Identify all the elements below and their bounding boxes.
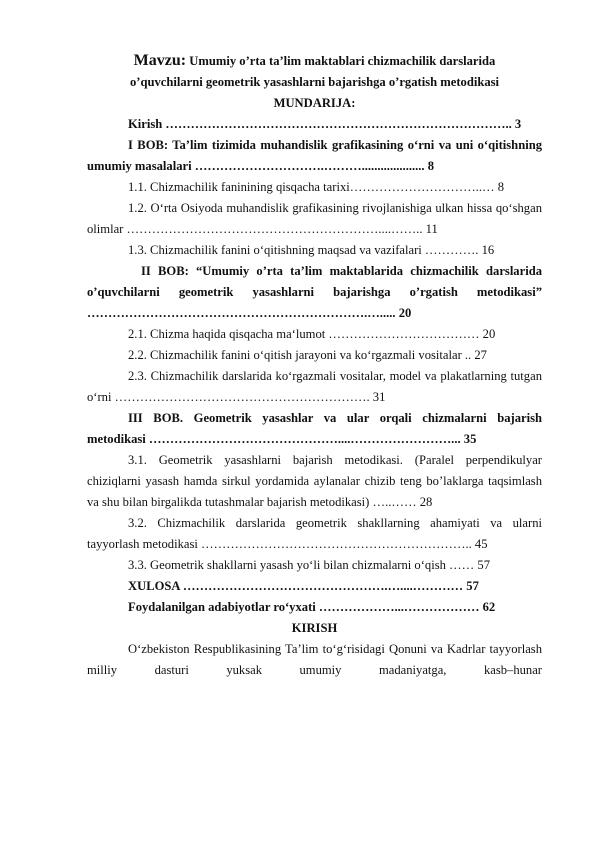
toc-entry-bob-1: I BOB: Ta’lim tizimida muhandislik grafikasining o‘rni va uni o‘qitishning umumiy masalalari ………………………….……….................... 8 [87, 138, 542, 173]
toc-heading: MUNDARIJA: [273, 96, 356, 110]
topic-line-2: o’quvchilarni geometrik yasashlarni bajarishga o’rgatish metodikasi [129, 75, 500, 89]
intro-heading: KIRISH [291, 621, 338, 635]
toc-entry-1-1: 1.1. Chizmachilik faninining qisqacha tarixi…………………………..… 8 [128, 180, 505, 194]
document-page [87, 50, 542, 681]
intro-paragraph: O‘zbekiston Respublikasining Ta’lim to‘g‘risidagi Qonuni va Kadrlar tayyorlash milliy dasturi yuksak umumiy madaniyatga, kasb–hunar [87, 642, 542, 677]
toc-entry-xulosa: XULOSA ………………………………………….…....………… 57 [128, 579, 479, 593]
toc-entry-1-2: 1.2. O‘rta Osiyoda muhandislik grafikasining rivojlanishiga ulkan hissa qo‘shgan olimlar ……………………………………………………....…….. 11 [87, 201, 542, 236]
toc-entry-bob-2: II BOB: “Umumiy o’rta ta’lim maktablarida chizmachilik darslarida o’quvchilarni geometrik yasashlarni bajarishga o’rgatish metodikasi” ………………………………………………………….…..... 20 [87, 264, 542, 320]
mavzu-label: Mavzu: [133, 52, 187, 69]
toc-entry-3-1: 3.1. Geometrik yasashlarni bajarish metodikasi. (Paralel perpendikulyar chiziqlarni yasash hamda sirkul yordamida aylanalar chizib teng bo’laklarga taqsimlash va shu bilan birgalikda tutashmalar bajarish metodikasi) …..…… 28 [87, 453, 542, 509]
toc-entry-2-2: 2.2. Chizmachilik fanini o‘qitish jarayoni va ko‘rgazmali vositalar .. 27 [128, 348, 487, 362]
toc-entry-2-1: 2.1. Chizma haqida qisqacha ma‘lumot ……………………………… 20 [128, 327, 496, 341]
toc-entry-kirish: Kirish ……………………………………………………………………….. 3 [128, 117, 522, 131]
toc-entry-3-3: 3.3. Geometrik shakllarni yasash yo‘li bilan chizmalarni o‘qish …… 57 [128, 558, 490, 572]
toc-entry-1-3: 1.3. Chizmachilik fanini o‘qitishning maqsad va vazifalari …………. 16 [128, 243, 495, 257]
toc-entry-bob-3: III BOB. Geometrik yasashlar va ular orqali chizmalarni bajarish metodikasi ………………………………………....……………………... 35 [87, 411, 542, 446]
toc-entry-adabiyot: Foydalanilgan adabiyotlar ro‘yxati ………………...……………… 62 [128, 600, 496, 614]
document-title [87, 50, 542, 93]
toc-entry-2-3: 2.3. Chizmachilik darslarida ko‘rgazmali vositalar, model va plakatlarning tutgan o‘rni ……………………………………………………. 31 [87, 369, 542, 404]
toc-entry-3-2: 3.2. Chizmachilik darslarida geometrik shakllarning ahamiyati va ularni tayyorlash metodikasi ……………………………………………………….. 45 [87, 516, 542, 551]
topic-line-1: Umumiy o’rta ta’lim maktablari chizmachilik darslarida [189, 54, 496, 68]
